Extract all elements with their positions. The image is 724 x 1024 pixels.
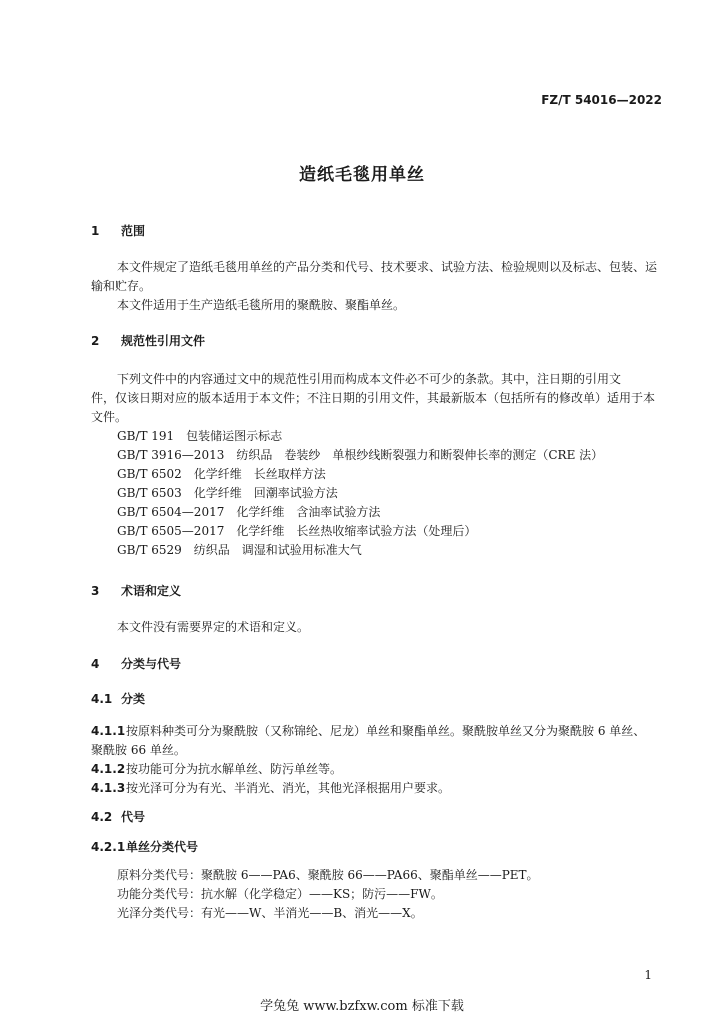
subsection-4-1-number: 4.1 bbox=[91, 692, 113, 706]
subsection-4-2-heading bbox=[91, 808, 145, 825]
section-1-title: 范围 bbox=[121, 224, 146, 238]
section-1-paragraph-1-cont: 输和贮存。 bbox=[91, 279, 152, 293]
section-4-heading bbox=[91, 655, 181, 672]
section-3-number: 3 bbox=[91, 584, 100, 598]
clause-4-1-1-number: 4.1.1 bbox=[91, 724, 126, 738]
document-title: 造纸毛毯用单丝 bbox=[299, 165, 425, 185]
section-4-number: 4 bbox=[91, 657, 100, 671]
code-line-material: 原料分类代号：聚酰胺 6——PA6、聚酰胺 66——PA66、聚酯单丝——PET。 bbox=[117, 868, 539, 882]
clause-4-2-1-title: 单丝分类代号 bbox=[126, 840, 199, 854]
code-line-function: 功能分类代号：抗水解（化学稳定）——KS；防污——FW。 bbox=[117, 887, 443, 901]
reference-item: GB/T 6503 化学纤维 回潮率试验方法 bbox=[117, 486, 338, 500]
clause-4-1-1-text-cont: 聚酰胺 66 单丝。 bbox=[91, 743, 186, 757]
subsection-4-1-title: 分类 bbox=[121, 692, 146, 706]
clause-4-1-1-text: 按原料种类可分为聚酰胺（又称锦纶、尼龙）单丝和聚酯单丝。聚酰胺单丝又分为聚酰胺 6 单丝、 bbox=[126, 724, 646, 738]
clause-4-2-1-number: 4.2.1 bbox=[91, 840, 126, 854]
reference-item: GB/T 6529 纺织品 调湿和试验用标准大气 bbox=[117, 543, 362, 557]
section-1-heading bbox=[91, 222, 145, 239]
reference-item: GB/T 6502 化学纤维 长丝取样方法 bbox=[117, 467, 326, 481]
section-2-paragraph-1-end: 文件。 bbox=[91, 410, 128, 424]
clause-4-1-3-number: 4.1.3 bbox=[91, 781, 126, 795]
clause-4-1-3 bbox=[91, 779, 450, 796]
clause-4-1-2 bbox=[91, 760, 342, 777]
section-3-title: 术语和定义 bbox=[121, 584, 182, 598]
clause-4-1-1 bbox=[91, 722, 645, 739]
section-1-paragraph-1: 本文件规定了造纸毛毯用单丝的产品分类和代号、技术要求、试验方法、检验规则以及标志、包装、运 bbox=[117, 260, 658, 274]
clause-4-2-1-heading bbox=[91, 838, 198, 855]
clause-4-1-2-number: 4.1.2 bbox=[91, 762, 126, 776]
section-4-title: 分类与代号 bbox=[121, 657, 182, 671]
section-3-heading bbox=[91, 582, 181, 599]
code-line-luster: 光泽分类代号：有光——W、半消光——B、消光——X。 bbox=[117, 906, 423, 920]
section-2-heading bbox=[91, 332, 205, 349]
section-2-title: 规范性引用文件 bbox=[121, 334, 206, 348]
reference-item: GB/T 6505—2017 化学纤维 长丝热收缩率试验方法（处理后） bbox=[117, 524, 477, 538]
section-2-paragraph-1: 下列文件中的内容通过文中的规范性引用而构成本文件必不可少的条款。其中，注日期的引用文 bbox=[117, 372, 622, 386]
section-3-paragraph-1: 本文件没有需要界定的术语和定义。 bbox=[117, 620, 310, 634]
reference-item: GB/T 3916—2013 纺织品 卷装纱 单根纱线断裂强力和断裂伸长率的测定（CRE 法） bbox=[117, 448, 604, 462]
footer-watermark: 学兔兔 www.bzfxw.com 标准下载 bbox=[260, 999, 464, 1014]
clause-4-1-2-text: 按功能可分为抗水解单丝、防污单丝等。 bbox=[126, 762, 343, 776]
subsection-4-2-number: 4.2 bbox=[91, 810, 113, 824]
standard-number: FZ/T 54016—2022 bbox=[541, 93, 662, 107]
section-2-paragraph-1-cont: 件，仅该日期对应的版本适用于本文件；不注日期的引用文件，其最新版本（包括所有的修改单）适用于本 bbox=[91, 391, 656, 405]
page-number: 1 bbox=[644, 968, 652, 982]
subsection-4-2-title: 代号 bbox=[121, 810, 146, 824]
clause-4-1-3-text: 按光泽可分为有光、半消光、消光，其他光泽根据用户要求。 bbox=[126, 781, 451, 795]
reference-item: GB/T 191 包装储运图示标志 bbox=[117, 429, 283, 443]
reference-item: GB/T 6504—2017 化学纤维 含油率试验方法 bbox=[117, 505, 381, 519]
section-2-number: 2 bbox=[91, 334, 100, 348]
section-1-paragraph-2: 本文件适用于生产造纸毛毯所用的聚酰胺、聚酯单丝。 bbox=[117, 298, 406, 312]
section-1-number: 1 bbox=[91, 224, 100, 238]
subsection-4-1-heading bbox=[91, 690, 145, 707]
